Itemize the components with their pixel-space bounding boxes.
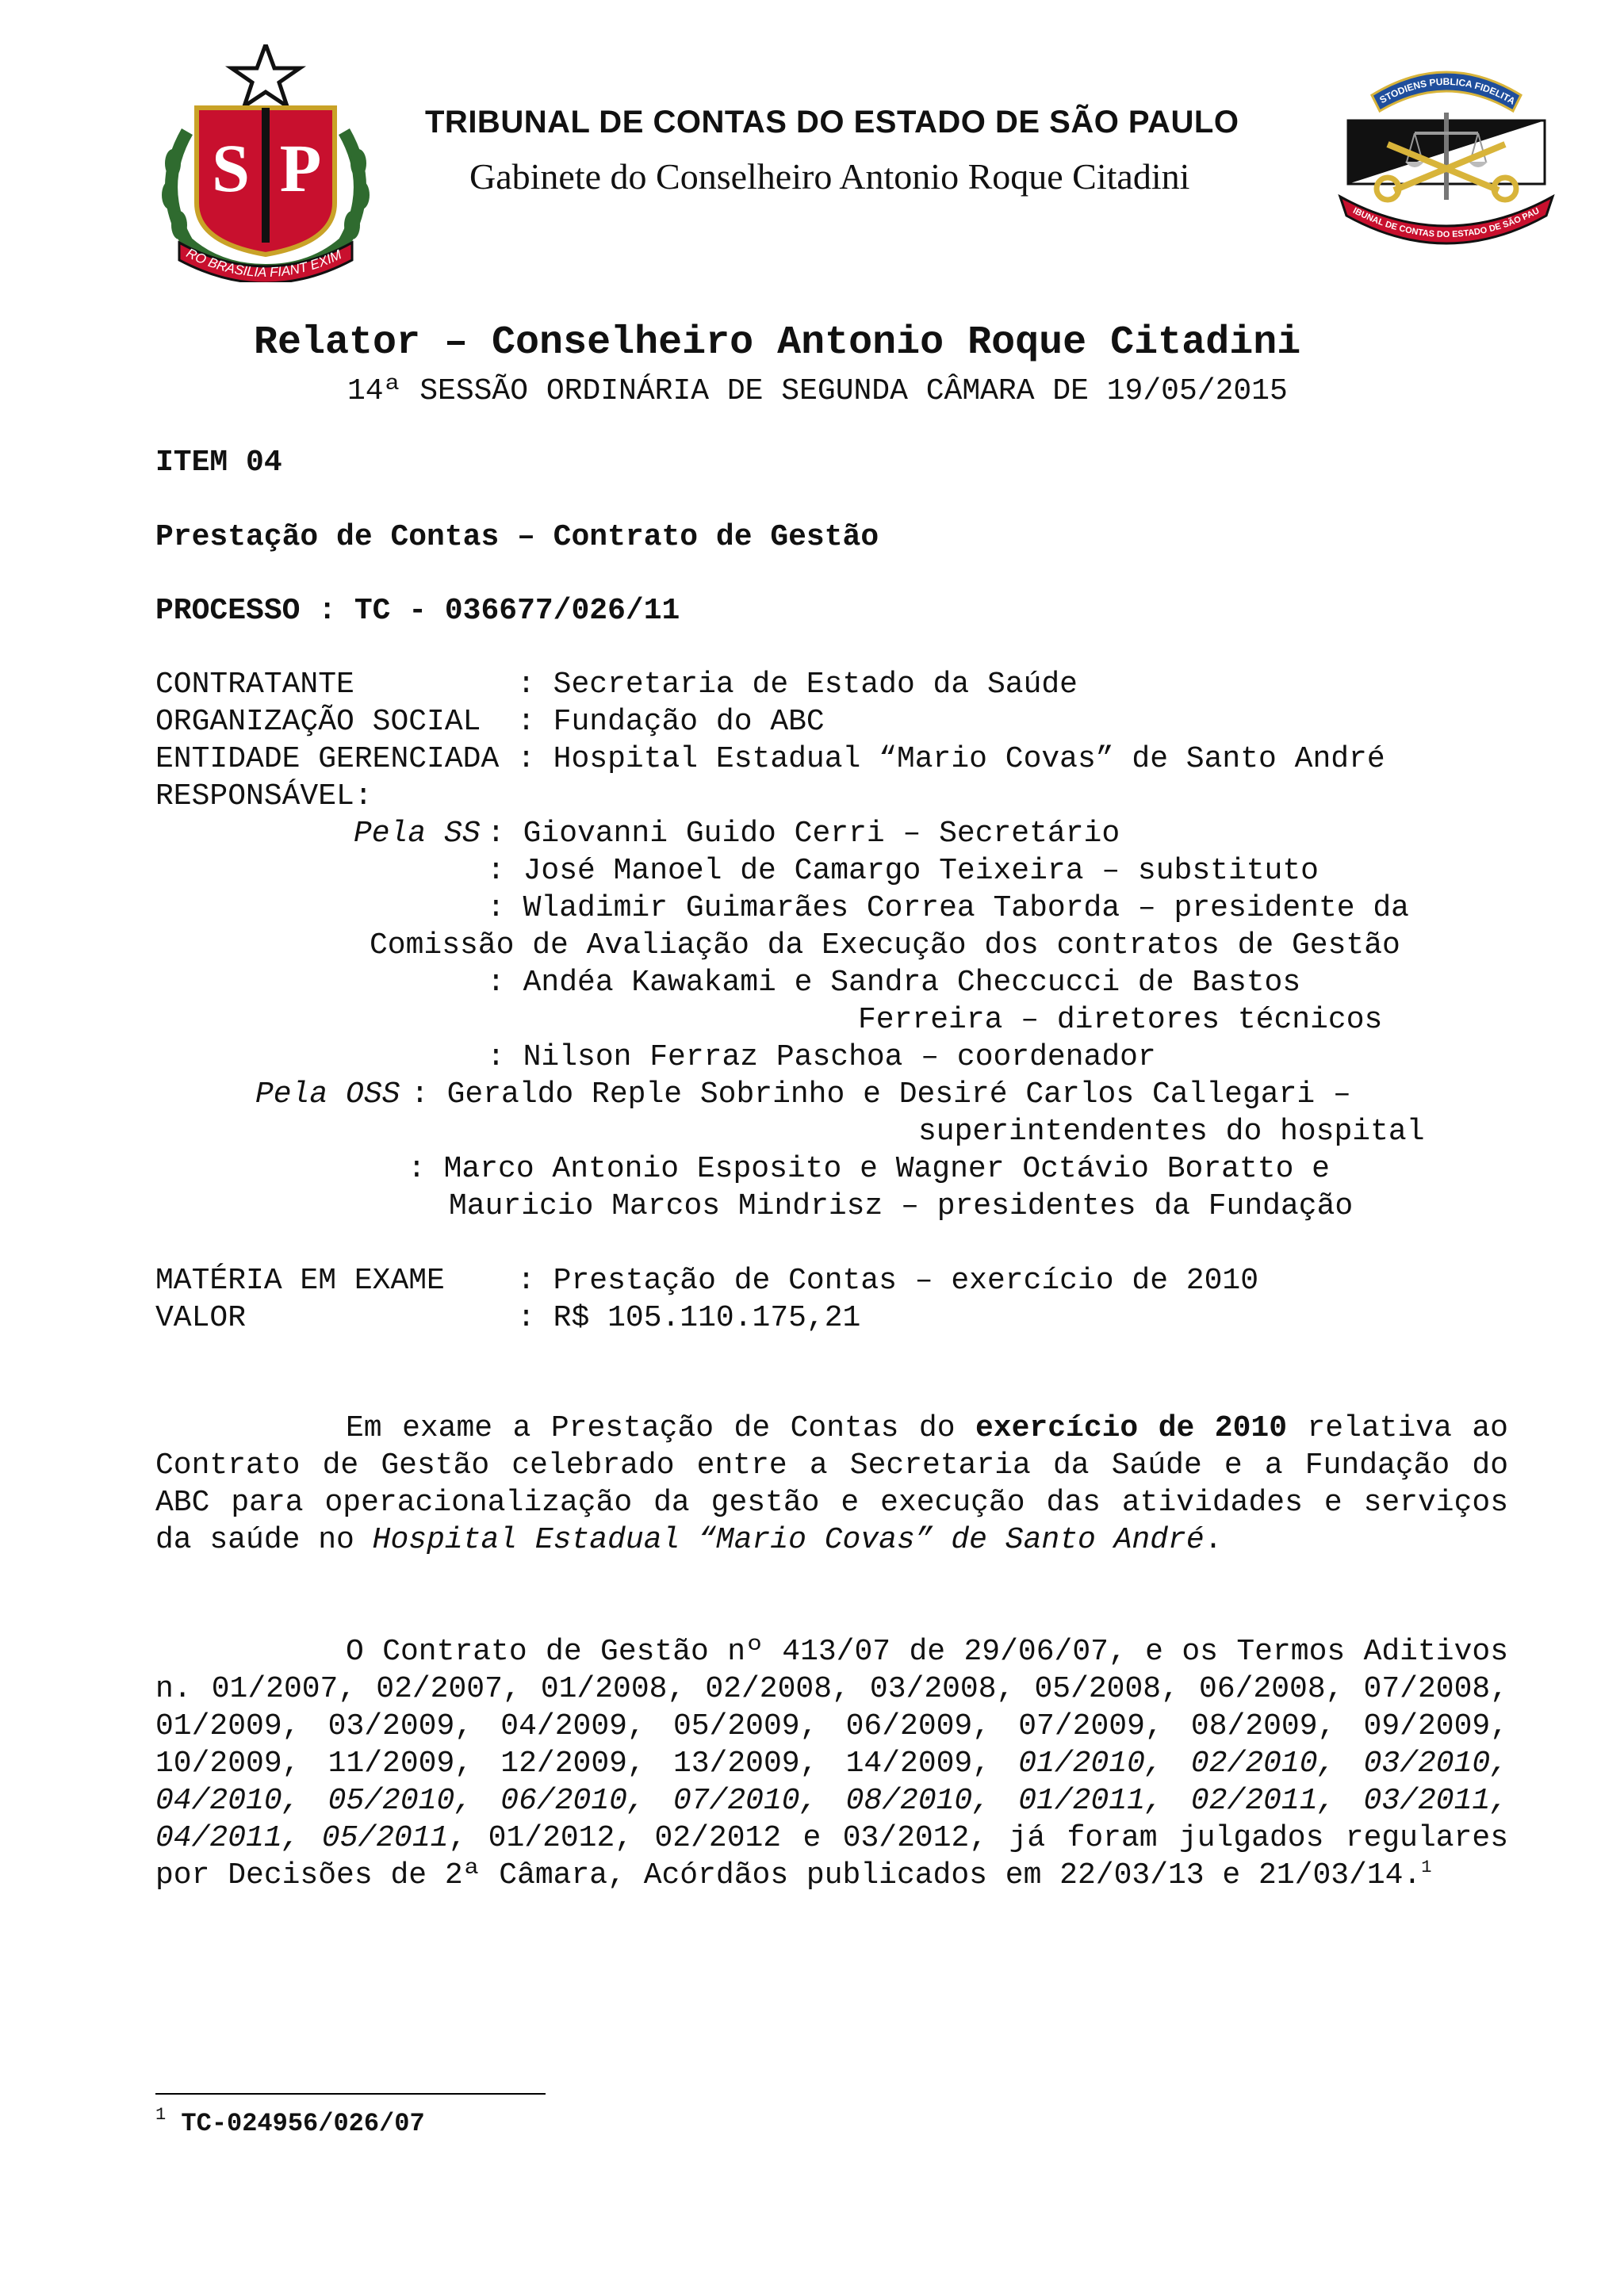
para2-italic-aditivos: 01/2010, 02/2010, 03/2010, 04/2010, 05/2010, 06/2010, 07/2010, 08/2010, 01/2011, 02/2011, 03/2011, 04/2011, 05/2011 [155,1747,1508,1855]
para1-italic-hospital: Hospital Estadual “Mario Covas” de Santo André [372,1523,1205,1557]
sao-paulo-coat-of-arms-logo [155,44,376,282]
field-materia-em-exame: MATÉRIA EM EXAME : Prestação de Contas – exercício de 2010 [155,1264,1259,1298]
ss-line-5: : Andéa Kawakami e Sandra Checcucci de Bastos [487,966,1301,1000]
para1-text-1: Em exame a Prestação de Contas do [346,1411,975,1445]
ss-line-7: : Nilson Ferraz Paschoa – coordenador [487,1040,1156,1074]
para1-text-3: . [1204,1523,1223,1557]
oss-line-3: : Marco Antonio Esposito e Wagner Octávio Boratto e [408,1152,1330,1186]
oss-line-4: Mauricio Marcos Mindrisz – presidentes da Fundação [449,1189,1354,1223]
pela-oss-label: Pela OSS [255,1077,400,1112]
field-organizacao-social: ORGANIZAÇÃO SOCIAL : Fundação do ABC [155,705,825,739]
paragraph-contrato [155,1633,1508,1894]
para2-text-1: O Contrato de Gestão nº 413/07 de 29/06/07, e os Termos Aditivos n. 01/2007, 02/2007, 01/2008, 02/2008, 03/2008, 05/2008, 06/2008, 07/2008, 01/2009, 03/2009, 04/2009, 05/2009, 06/2009, 07/2009, 08/2009, 09/2009, 10/2009, 11/2009, 12/2009, 13/2009, 14/2009, [155,1635,1508,1781]
field-valor: VALOR : R$ 105.110.175,21 [155,1301,861,1335]
coat-of-arms-letter-s: S [212,130,250,206]
session-line: 14ª SESSÃO ORDINÁRIA DE SEGUNDA CÂMARA DE 19/05/2015 [347,374,1288,408]
relator-title: Relator – Conselheiro Antonio Roque Citadini [254,320,1301,365]
oss-line-2: superintendentes do hospital [918,1115,1425,1149]
subject-heading: Prestação de Contas – Contrato de Gestão [155,520,879,554]
tribunal-de-contas-seal-logo [1332,57,1561,247]
ss-line-4: Comissão de Avaliação da Execução dos contratos de Gestão [370,928,1400,962]
footnote-reference[interactable]: 1 [1421,1858,1432,1877]
item-number: ITEM 04 [155,446,282,480]
para1-bold-exercicio: exercício de 2010 [975,1411,1287,1445]
ss-line-3: : Wladimir Guimarães Correa Taborda – presidente da [487,891,1409,925]
coat-of-arms-letter-p: P [279,130,322,206]
footnote-number: 1 [155,2105,167,2125]
pela-ss-label: Pela SS [354,817,481,851]
seal-top-ribbon-text: STODIENS PUBLICA FIDELITA [1377,75,1517,107]
footnote [155,2105,425,2138]
ss-line-1: : Giovanni Guido Cerri – Secretário [487,817,1120,851]
seal-bottom-ribbon-text: IBUNAL DE CONTAS DO ESTADO DE SÃO PAU [1351,205,1542,239]
oss-line-1: : Geraldo Reple Sobrinho e Desiré Carlos Callegari – [411,1077,1351,1112]
org-subtitle: Gabinete do Conselheiro Antonio Roque Citadini [469,156,1190,197]
field-entidade-gerenciada: ENTIDADE GERENCIADA : Hospital Estadual “Mario Covas” de Santo André [155,742,1385,776]
ss-line-2: : José Manoel de Camargo Teixeira – substituto [487,854,1319,888]
org-title: TRIBUNAL DE CONTAS DO ESTADO DE SÃO PAULO [425,105,1239,140]
field-responsavel: RESPONSÁVEL: [155,779,373,813]
paragraph-exame [155,1410,1508,1559]
ss-line-6: Ferreira – diretores técnicos [858,1003,1383,1037]
para1-text-2: relativa ao Contrato de Gestão celebrado entre a Secretaria da Saúde e a Fundação do ABC para operacionalização da gestão e execução das atividades e serviços da saúde no [155,1411,1508,1557]
footnote-text: TC-024956/026/07 [181,2109,425,2138]
field-contratante: CONTRATANTE : Secretaria de Estado da Saúde [155,668,1078,702]
processo-heading: PROCESSO : TC - 036677/026/11 [155,594,680,628]
footnote-divider [155,2093,546,2095]
coat-of-arms-motto: RO BRASILIA FIANT EXIM [183,245,344,281]
para2-text-2: , 01/2012, 02/2012 e 03/2012, já foram julgados regulares por Decisões de 2ª Câmara, Acórdãos publicados em 22/03/13 e 21/03/14. [155,1821,1509,1892]
